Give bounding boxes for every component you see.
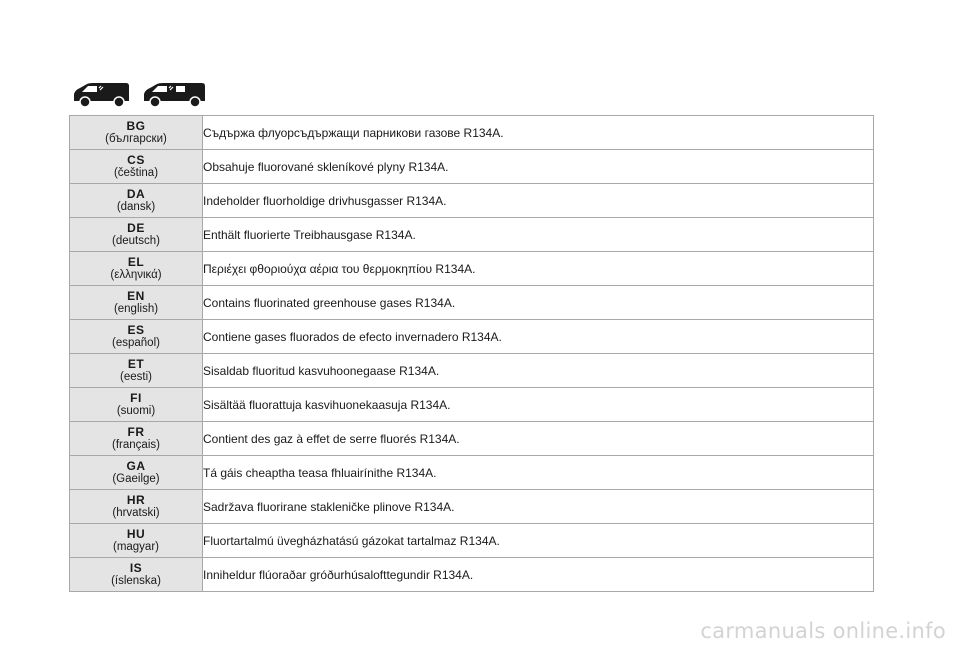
table-row [70,320,874,354]
language-code: ES [127,322,145,337]
language-name: (íslenska) [111,574,161,587]
language-cell [70,354,203,388]
table-row [70,354,874,388]
language-code: GA [126,458,146,473]
language-code: EN [127,288,145,303]
table-row [70,490,874,524]
language-cell [70,286,203,320]
language-code: DE [127,220,145,235]
language-cell [70,184,203,218]
warning-text: Enthält fluorierte Treibhausgase R134A. [203,218,874,252]
table-row [70,388,874,422]
language-code: IS [129,560,143,575]
language-cell [70,150,203,184]
language-cell [70,524,203,558]
table-row [70,116,874,150]
language-code: BG [126,118,146,133]
language-cell [70,218,203,252]
warning-text: Съдържа флуорсъдържащи парникови газове R134A. [203,116,874,150]
table-row [70,184,874,218]
warning-text: Obsahuje fluorované skleníkové plyny R134A. [203,150,874,184]
table-row [70,558,874,592]
language-name: (hrvatski) [112,506,160,519]
table-row [70,150,874,184]
language-name: (deutsch) [112,234,160,247]
language-name: (Gaeilge) [112,472,160,485]
language-name: (english) [113,302,159,315]
van-long-icon [142,82,206,108]
language-code: EL [127,254,145,269]
warning-text: Tá gáis cheaptha teasa fhluairínithe R134A. [203,456,874,490]
language-cell [70,388,203,422]
language-code: ET [127,356,145,371]
language-cell [70,490,203,524]
table-row [70,286,874,320]
language-cell [70,320,203,354]
language-cell [70,422,203,456]
language-name: (suomi) [116,404,156,417]
language-code: DA [126,186,146,201]
vehicle-icons [72,82,206,110]
table-row [70,422,874,456]
language-cell [70,116,203,150]
language-name: (magyar) [112,540,159,553]
warning-text: Contient des gaz à effet de serre fluorés R134A. [203,422,874,456]
language-code: FI [130,390,142,405]
language-cell [70,558,203,592]
language-code: CS [127,152,145,167]
language-name: (čeština) [113,166,159,179]
warning-text: Fluortartalmú üvegházhatású gázokat tartalmaz R134A. [203,524,874,558]
language-code: HR [126,492,146,507]
language-cell [70,456,203,490]
language-name: (български) [105,132,167,145]
warning-text: Contains fluorinated greenhouse gases R134A. [203,286,874,320]
warning-text: Sadržava fluorirane stakleničke plinove R134A. [203,490,874,524]
table-row [70,252,874,286]
language-cell [70,252,203,286]
language-code: HU [126,526,146,541]
van-short-icon [72,82,130,108]
warning-text: Indeholder fluorholdige drivhusgasser R134A. [203,184,874,218]
table-row [70,218,874,252]
warning-text: Περιέχει φθοριούχα αέρια του θερμοκηπίου R134A. [203,252,874,286]
warning-text: Contiene gases fluorados de efecto invernadero R134A. [203,320,874,354]
language-table [69,115,874,592]
language-name: (eesti) [120,370,152,383]
table-row [70,524,874,558]
language-name: (ελληνικά) [110,268,162,281]
warning-text: Sisältää fluorattuja kasvihuonekaasuja R134A. [203,388,874,422]
language-name: (español) [112,336,160,349]
warning-text: Sisaldab fluoritud kasvuhoonegaase R134A. [203,354,874,388]
language-name: (dansk) [116,200,156,213]
language-name: (français) [112,438,160,451]
watermark: carmanuals online.info [700,619,946,643]
warning-text: Inniheldur flúoraðar gróðurhúsalofttegundir R134A. [203,558,874,592]
language-code: FR [127,424,145,439]
table-row [70,456,874,490]
